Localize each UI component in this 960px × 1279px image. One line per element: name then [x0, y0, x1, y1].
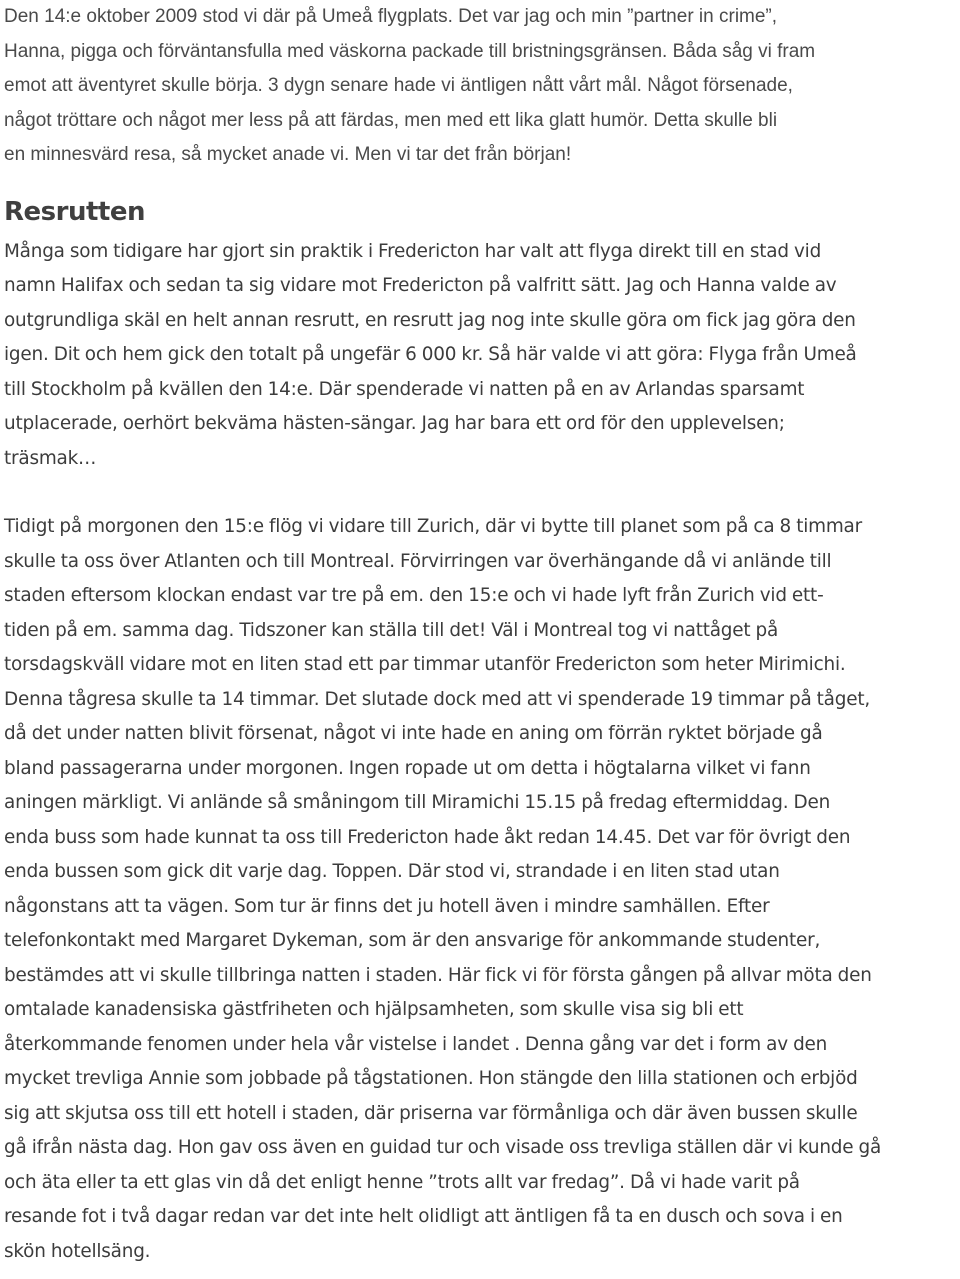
paragraph-line: Tidigt på morgonen den 15:e flög vi vidare till Zurich, där vi bytte till planet som på ca 8 timmar	[4, 516, 862, 537]
route-paragraph-1	[4, 235, 958, 477]
paragraph-line: sig att skjutsa oss till ett hotell i staden, där priserna var förmånliga och där även bussen skulle	[4, 1102, 858, 1124]
paragraph-line: gå ifrån nästa dag. Hon gav oss även en guidad tur och visade oss trevliga ställen där vi kunde gå	[4, 1137, 882, 1158]
paragraph-line: utplacerade, oerhört bekväma hästen-sängar. Jag har bara ett ord för den upplevelsen;	[4, 413, 785, 434]
paragraph-line: någonstans att ta vägen. Som tur är finns det ju hotell även i mindre samhällen. Efter	[4, 895, 770, 917]
intro-line: en minnesvärd resa, så mycket anade vi. Men vi tar det från början!	[4, 144, 572, 165]
paragraph-line: Denna tågresa skulle ta 14 timmar. Det slutade dock med att vi spenderade 19 timmar på tåget,	[4, 688, 871, 710]
paragraph-line: enda buss som hade kunnat ta oss till Fredericton hade åkt redan 14.45. Det var för övrigt den	[4, 826, 851, 848]
paragraph-line: mycket trevliga Annie som jobbade på tågstationen. Hon stängde den lilla stationen och erbjöd	[4, 1068, 858, 1089]
intro-line: något tröttare och något mer less på att färdas, men med ett lika glatt humör. Detta skulle bli	[4, 109, 778, 131]
paragraph-line: då det under natten blivit försenat, något vi inte hade en aning om förrän ryktet började gå	[4, 723, 823, 744]
paragraph-line: skulle ta oss över Atlanten och till Montreal. Förvirringen var överhängande då vi anlände till	[4, 550, 832, 572]
intro-line: Hanna, pigga och förväntansfulla med väskorna packade till bristningsgränsen. Båda såg vi fram	[4, 40, 816, 62]
intro-line: Den 14:e oktober 2009 stod vi där på Umeå flygplats. Det var jag och min ”partner in crime”,	[4, 6, 778, 27]
paragraph-line: resande fot i två dagar redan var det inte helt olidligt att äntligen få ta en dusch och sova i en	[4, 1206, 843, 1227]
paragraph-spacer	[4, 476, 958, 510]
paragraph-line: tiden på em. samma dag. Tidszoner kan ställa till det! Väl i Montreal tog vi nattåget på	[4, 619, 779, 641]
route-paragraph-2	[4, 510, 958, 1269]
intro-paragraph	[4, 0, 958, 173]
paragraph-line: igen. Dit och hem gick den totalt på ungefär 6 000 kr. Så här valde vi att göra: Flyga från Umeå	[4, 344, 857, 365]
paragraph-line: telefonkontakt med Margaret Dykeman, som är den ansvarige för ankommande studenter,	[4, 930, 821, 951]
paragraph-line: till Stockholm på kvällen den 14:e. Där spenderade vi natten på en av Arlandas sparsamt	[4, 378, 805, 400]
paragraph-line: bland passagerarna under morgonen. Ingen ropade ut om detta i högtalarna vilket vi fann	[4, 757, 811, 779]
paragraph-line: outgrundliga skäl en helt annan resrutt, en resrutt jag nog inte skulle göra om fick jag göra den	[4, 309, 856, 331]
paragraph-line: namn Halifax och sedan ta sig vidare mot Fredericton på valfritt sätt. Jag och Hanna valde av	[4, 275, 837, 296]
paragraph-line: torsdagskväll vidare mot en liten stad ett par timmar utanför Fredericton som heter Mirimichi.	[4, 654, 846, 675]
paragraph-line: enda bussen som gick dit varje dag. Toppen. Där stod vi, strandade i en liten stad utan	[4, 861, 780, 882]
section-heading: Resrutten	[4, 196, 145, 227]
paragraph-line: bestämdes att vi skulle tillbringa natten i staden. Här fick vi för första gången på allvar möta den	[4, 964, 872, 986]
paragraph-line: omtalade kanadensiska gästfriheten och hjälpsamheten, som skulle visa sig bli ett	[4, 999, 744, 1020]
paragraph-line: återkommande fenomen under hela vår vistelse i landet . Denna gång var det i form av den	[4, 1033, 828, 1055]
paragraph-line: skön hotellsäng.	[4, 1240, 151, 1262]
paragraph-line: träsmak…	[4, 447, 97, 469]
paragraph-line: och äta eller ta ett glas vin då det enligt henne ”trots allt var fredag”. Då vi hade varit på	[4, 1171, 800, 1193]
document-page	[4, 0, 958, 1269]
intro-line: emot att äventyret skulle börja. 3 dygn senare hade vi äntligen nått vårt mål. Något försenade,	[4, 75, 793, 96]
paragraph-line: staden eftersom klockan endast var tre på em. den 15:e och vi hade lyft från Zurich vid ett-	[4, 585, 824, 606]
paragraph-line: aningen märkligt. Vi anlände så småningom till Miramichi 15.15 på fredag eftermiddag. Den	[4, 792, 831, 813]
paragraph-line: Många som tidigare har gjort sin praktik i Fredericton har valt att flyga direkt till en stad vid	[4, 240, 822, 262]
